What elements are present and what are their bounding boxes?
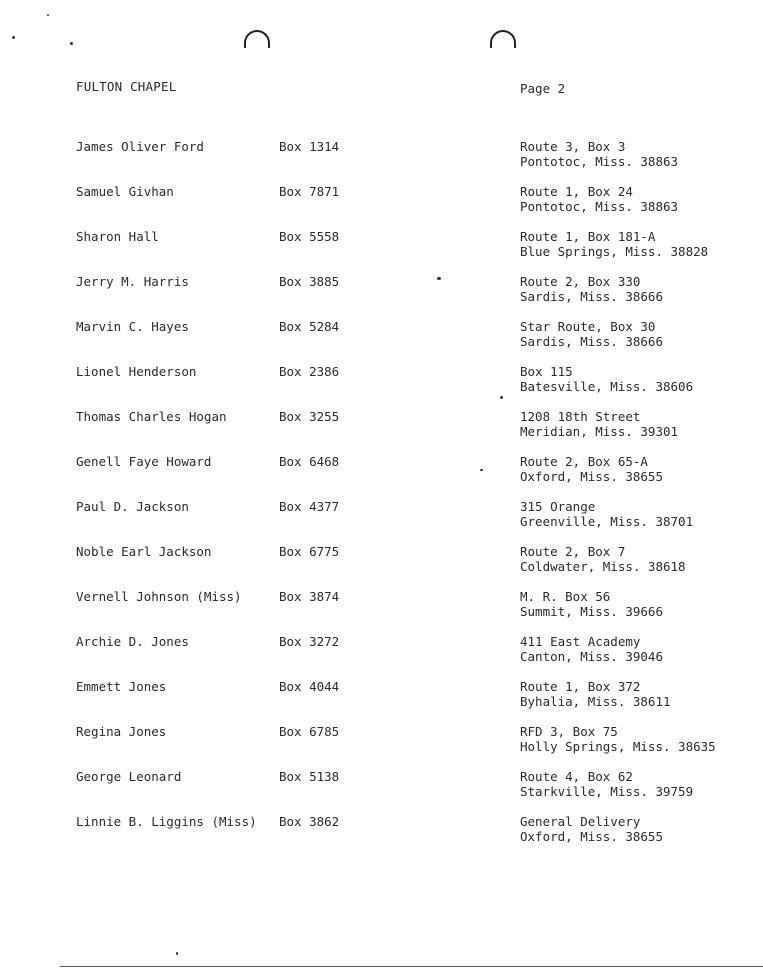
box-number: Box 1314 [279, 139, 340, 154]
list-item [0, 229, 763, 274]
box-number: Box 6775 [279, 544, 340, 559]
box-number: Box 3862 [279, 814, 340, 829]
mailing-address [520, 679, 671, 709]
list-item [0, 319, 763, 364]
scan-speck [437, 277, 441, 280]
address-line-1: Route 1, Box 24 [520, 184, 633, 199]
address-line-2: Pontotoc, Miss. 38863 [520, 199, 679, 214]
mailing-address [520, 409, 678, 439]
box-number: Box 4044 [279, 679, 340, 694]
church-title: FULTON CHAPEL [76, 79, 177, 94]
person-name: George Leonard [76, 769, 182, 784]
box-number: Box 4377 [279, 499, 340, 514]
address-line-2: Canton, Miss. 39046 [520, 649, 663, 664]
address-line-1: M. R. Box 56 [520, 589, 611, 604]
address-line-1: Route 3, Box 3 [520, 139, 626, 154]
mailing-address [520, 184, 678, 214]
bottom-edge-line [60, 966, 763, 967]
list-item [0, 184, 763, 229]
mailing-address [520, 319, 663, 349]
person-name: Emmett Jones [76, 679, 167, 694]
person-name: Linnie B. Liggins (Miss) [76, 814, 257, 829]
address-line-1: Box 115 [520, 364, 573, 379]
person-name: Paul D. Jackson [76, 499, 189, 514]
address-line-1: Route 1, Box 181-A [520, 229, 656, 244]
mailing-address [520, 814, 663, 844]
person-name: Noble Earl Jackson [76, 544, 212, 559]
mailing-address [520, 589, 663, 619]
mailing-address [520, 229, 708, 259]
address-line-2: Coldwater, Miss. 38618 [520, 559, 686, 574]
address-line-1: Route 2, Box 7 [520, 544, 626, 559]
list-item [0, 454, 763, 499]
box-number: Box 6785 [279, 724, 340, 739]
list-item [0, 409, 763, 454]
person-name: James Oliver Ford [76, 139, 204, 154]
mailing-address [520, 274, 663, 304]
address-line-2: Oxford, Miss. 38655 [520, 469, 663, 484]
address-line-1: General Delivery [520, 814, 641, 829]
address-line-1: 411 East Academy [520, 634, 641, 649]
box-number: Box 3255 [279, 409, 340, 424]
address-line-2: Sardis, Miss. 38666 [520, 289, 663, 304]
address-line-1: Route 4, Box 62 [520, 769, 633, 784]
address-line-2: Holly Springs, Miss. 38635 [520, 739, 716, 754]
person-name: Jerry M. Harris [76, 274, 189, 289]
address-line-1: Star Route, Box 30 [520, 319, 656, 334]
mailing-address [520, 634, 663, 664]
box-number: Box 3272 [279, 634, 340, 649]
address-line-2: Byhalia, Miss. 38611 [520, 694, 671, 709]
address-line-2: Pontotoc, Miss. 38863 [520, 154, 679, 169]
address-line-2: Greenville, Miss. 38701 [520, 514, 694, 529]
list-item [0, 814, 763, 859]
scan-speck [70, 42, 73, 45]
person-name: Marvin C. Hayes [76, 319, 189, 334]
address-line-2: Starkville, Miss. 39759 [520, 784, 694, 799]
address-line-2: Meridian, Miss. 39301 [520, 424, 679, 439]
mailing-address [520, 544, 686, 574]
mailing-address [520, 724, 716, 754]
address-line-1: Route 2, Box 65-A [520, 454, 648, 469]
box-number: Box 3885 [279, 274, 340, 289]
mailing-address [520, 499, 693, 529]
list-item [0, 499, 763, 544]
mailing-address [520, 454, 663, 484]
box-number: Box 7871 [279, 184, 340, 199]
scan-speck [176, 952, 178, 955]
box-number: Box 5558 [279, 229, 340, 244]
scan-speck [47, 14, 49, 16]
list-item [0, 139, 763, 184]
list-item [0, 724, 763, 769]
address-line-2: Blue Springs, Miss. 38828 [520, 244, 709, 259]
person-name: Samuel Givhan [76, 184, 174, 199]
person-name: Thomas Charles Hogan [76, 409, 227, 424]
scan-speck [12, 36, 15, 39]
address-line-1: Route 2, Box 330 [520, 274, 641, 289]
box-number: Box 2386 [279, 364, 340, 379]
mailing-address [520, 364, 693, 394]
address-line-1: RFD 3, Box 75 [520, 724, 618, 739]
list-item [0, 274, 763, 319]
person-name: Lionel Henderson [76, 364, 197, 379]
binder-hole-left [244, 30, 270, 48]
list-item [0, 589, 763, 634]
person-name: Sharon Hall [76, 229, 159, 244]
box-number: Box 5138 [279, 769, 340, 784]
address-line-2: Batesville, Miss. 38606 [520, 379, 694, 394]
box-number: Box 3874 [279, 589, 340, 604]
address-line-1: Route 1, Box 372 [520, 679, 641, 694]
address-line-1: 315 Orange [520, 499, 596, 514]
mailing-address [520, 139, 678, 169]
person-name: Archie D. Jones [76, 634, 189, 649]
person-name: Vernell Johnson (Miss) [76, 589, 242, 604]
person-name: Genell Faye Howard [76, 454, 212, 469]
list-item [0, 679, 763, 724]
box-number: Box 6468 [279, 454, 340, 469]
address-line-2: Oxford, Miss. 38655 [520, 829, 663, 844]
scan-speck [480, 469, 483, 471]
binder-hole-right [490, 30, 516, 48]
list-item [0, 364, 763, 409]
address-line-2: Sardis, Miss. 38666 [520, 334, 663, 349]
list-item [0, 634, 763, 679]
list-item [0, 544, 763, 589]
directory-list [0, 139, 763, 859]
mailing-address [520, 769, 693, 799]
address-line-2: Summit, Miss. 39666 [520, 604, 663, 619]
person-name: Regina Jones [76, 724, 167, 739]
box-number: Box 5284 [279, 319, 340, 334]
scan-speck [500, 396, 503, 399]
page-number: Page 2 [520, 81, 566, 96]
list-item [0, 769, 763, 814]
address-line-1: 1208 18th Street [520, 409, 641, 424]
